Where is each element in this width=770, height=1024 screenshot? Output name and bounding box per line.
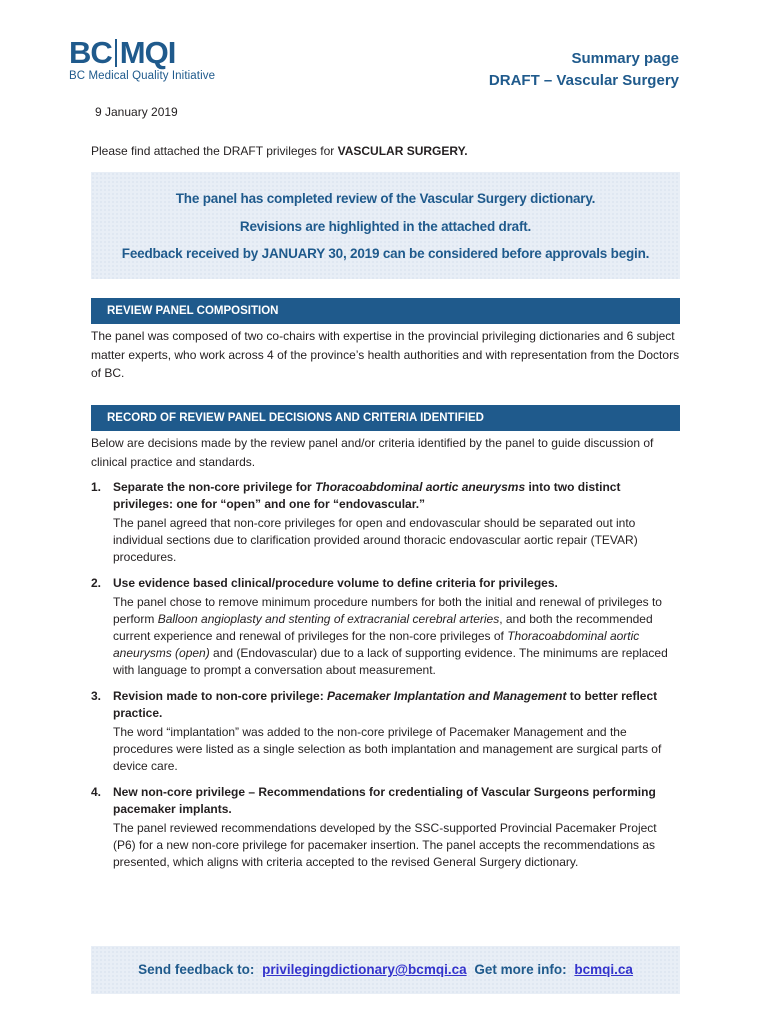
list-item: [91, 479, 681, 566]
logo-mark-right: MQI: [119, 35, 176, 70]
list-item: [91, 784, 681, 871]
item-heading: New non-core privilege – Recommendations for credentialing of Vascular Surgeons performing pacemaker implants.: [113, 785, 656, 816]
list-item: [91, 575, 681, 679]
item-number: 2.: [91, 576, 102, 590]
item-heading: Use evidence based clinical/procedure volume to define criteria for privileges.: [113, 576, 558, 590]
item-description: The panel reviewed recommendations developed by the SSC-supported Provincial Pacemaker Project (P6) for a new non-core privilege for pacemaker insertion. The panel accepts the recommendations as presented, which aligns with criteria accepted to the revised General Surgery dictionary.: [113, 821, 657, 869]
logo-mark-left: BC: [69, 35, 112, 70]
intro-line: [91, 144, 468, 158]
item-number: 3.: [91, 689, 102, 703]
logo-mark: [69, 35, 215, 70]
send-feedback-label: Send feedback to:: [138, 962, 255, 977]
composition-heading: REVIEW PANEL COMPOSITION: [91, 298, 680, 324]
intro-text: Please find attached the DRAFT privileges for: [91, 144, 338, 158]
logo-subtitle: BC Medical Quality Initiative: [69, 70, 216, 82]
logo-separator: [115, 39, 117, 67]
item-heading: Revision made to non-core privilege: Pacemaker Implantation and Management to better reflect practice.: [113, 689, 658, 720]
record-heading: RECORD OF REVIEW PANEL DECISIONS AND CRITERIA IDENTIFIED: [91, 405, 680, 431]
composition-text: The panel was composed of two co-chairs with expertise in the provincial privileging dictionaries and 6 subject matter experts, who work across 4 of the province’s health authorities and with representation from the Doctors of BC.: [91, 329, 680, 380]
notice-line-1: The panel has completed review of the Vascular Surgery dictionary.: [175, 191, 596, 206]
feedback-email-link[interactable]: privilegingdictionary@bcmqi.ca: [262, 962, 467, 977]
item-description: The panel agreed that non-core privileges for open and endovascular should be separated out into individual sections due to clarification provided around thoracic endovascular aortic repair (TEVAR) procedures.: [113, 516, 638, 564]
page-header: [489, 48, 679, 92]
notice-line-3: Feedback received by JANUARY 30, 2019 can be considered before approvals begin.: [121, 246, 650, 261]
record-text: Below are decisions made by the review panel and/or criteria identified by the panel to guide discussion of clinical practice and standards.: [91, 436, 654, 469]
item-heading: Separate the non-core privilege for Thoracoabdominal aortic aneurysms into two distinct privileges: one for “open” and one for “endovascular.”: [113, 480, 621, 511]
document-date: 9 January 2019: [95, 105, 178, 119]
item-number: 4.: [91, 785, 102, 799]
item-description: The word “implantation” was added to the non-core privilege of Pacemaker Management and the procedures were listed as a single selection as both implantation and management are surgical parts of device care.: [113, 725, 662, 773]
summary-title: Summary page: [571, 50, 679, 67]
notice-line-2: Revisions are highlighted in the attached draft.: [239, 218, 532, 234]
website-link[interactable]: bcmqi.ca: [574, 962, 633, 977]
logo: [69, 35, 216, 82]
item-description: The panel chose to remove minimum procedure numbers for both the initial and renewal of privileges to perform Balloon angioplasty and stenting of extracranial cerebral arteries, and both the recommended current experience and renewal of privileges for the non-core privileges of Thoracoabdominal aortic aneurysms (open) and (Endovascular) due to a lack of supporting evidence. The minimums are replaced with language to prompt a conversation about measurement.: [113, 595, 668, 677]
footer-panel: [91, 946, 680, 994]
decision-list: [91, 479, 681, 880]
intro-bold: VASCULAR SURGERY.: [337, 144, 468, 158]
draft-title: DRAFT – Vascular Surgery: [488, 72, 679, 89]
notice-panel: [91, 172, 680, 279]
list-item: [91, 688, 681, 775]
more-info-label: Get more info:: [474, 962, 567, 977]
item-number: 1.: [91, 480, 102, 494]
